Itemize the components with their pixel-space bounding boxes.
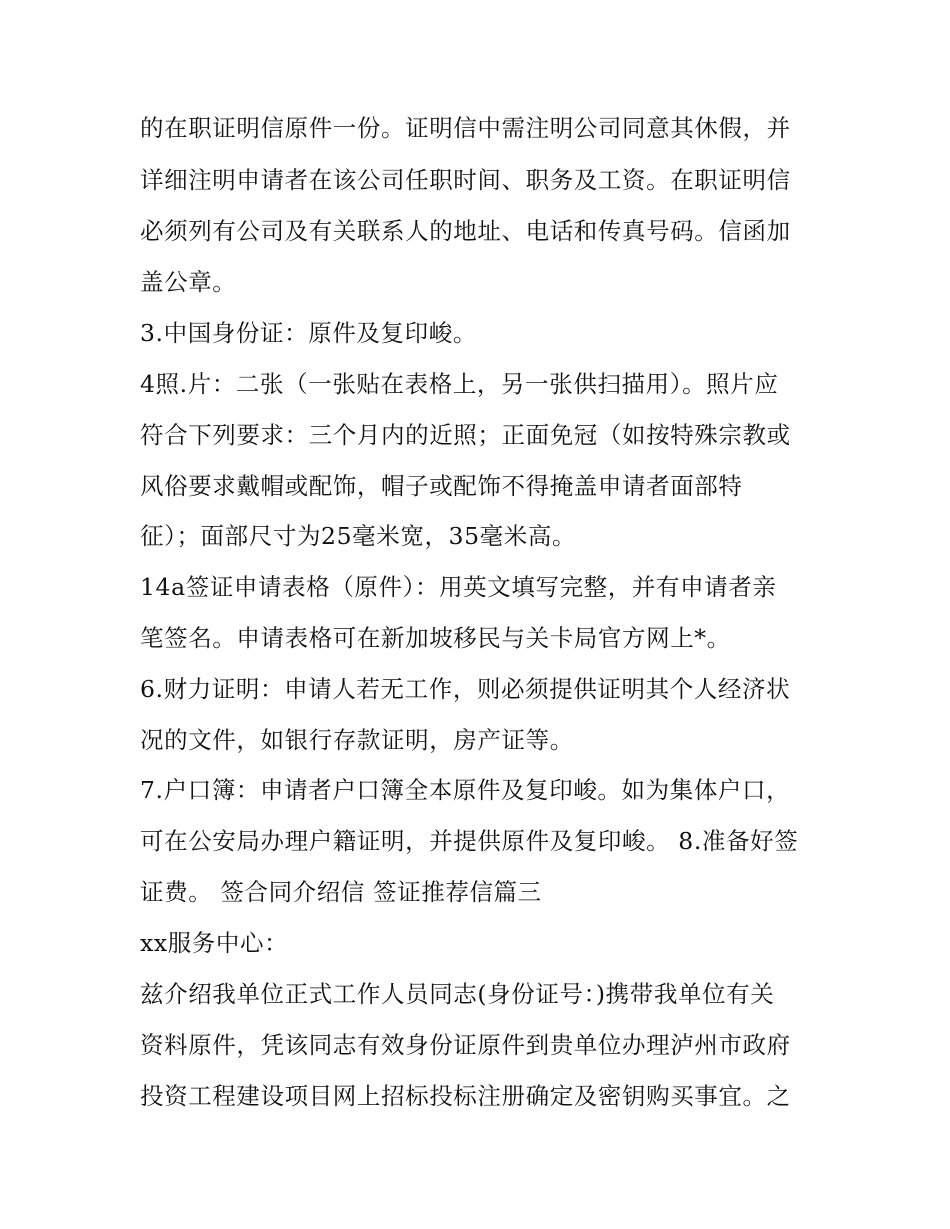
text-line: 笔签名。申请表格可在新加坡移民与关卡局官方网上*。 (140, 624, 731, 652)
text-line: 的在职证明信原件一份。证明信中需注明公司同意其休假，并 (140, 114, 791, 142)
text-line: 投资工程建设项目网上招标投标注册确定及密钥购买事宜。之 (140, 1082, 791, 1110)
text-line: 6.财力证明：申请人若无工作，则必须提供证明其个人经济状 (140, 675, 791, 703)
text-line: 资料原件，凭该同志有效身份证原件到贵单位办理泸州市政府 (140, 1031, 791, 1059)
text-line: 14a签证申请表格（原件）：用英文填写完整，并有申请者亲 (140, 573, 777, 601)
text-line: 符合下列要求：三个月内的近照；正面免冠（如按特殊宗教或 (140, 421, 791, 449)
text-line: 7.户口簿：申请者户口簿全本原件及复印峻。如为集体户口， (140, 776, 791, 804)
text-line: 可在公安局办理户籍证明，并提供原件及复印峻。 8.准备好签 (140, 827, 799, 855)
text-line: 征）；面部尺寸为25毫米宽，35毫米高。 (140, 522, 577, 550)
text-line: 证费。 签合同介绍信 签证推荐信篇三 (140, 878, 542, 906)
text-line: 况的文件，如银行存款证明，房产证等。 (140, 726, 574, 754)
text-line: 详细注明申请者在该公司任职时间、职务及工资。在职证明信 (140, 166, 791, 194)
text-line: xx服务中心： (140, 929, 289, 957)
text-line: 4照.片：二张（一张贴在表格上，另一张供扫描用）。照片应 (140, 370, 779, 398)
text-line: 盖公章。 (140, 268, 237, 296)
text-line: 风俗要求戴帽或配饰，帽子或配饰不得掩盖申请者面部特 (140, 472, 743, 500)
text-line: 兹介绍我单位正式工作人员同志(身份证号：)携带我单位有关 (140, 980, 775, 1008)
text-line: 3.中国身份证：原件及复印峻。 (140, 319, 477, 347)
text-line: 必须列有公司及有关联系人的地址、电话和传真号码。信函加 (140, 217, 791, 245)
